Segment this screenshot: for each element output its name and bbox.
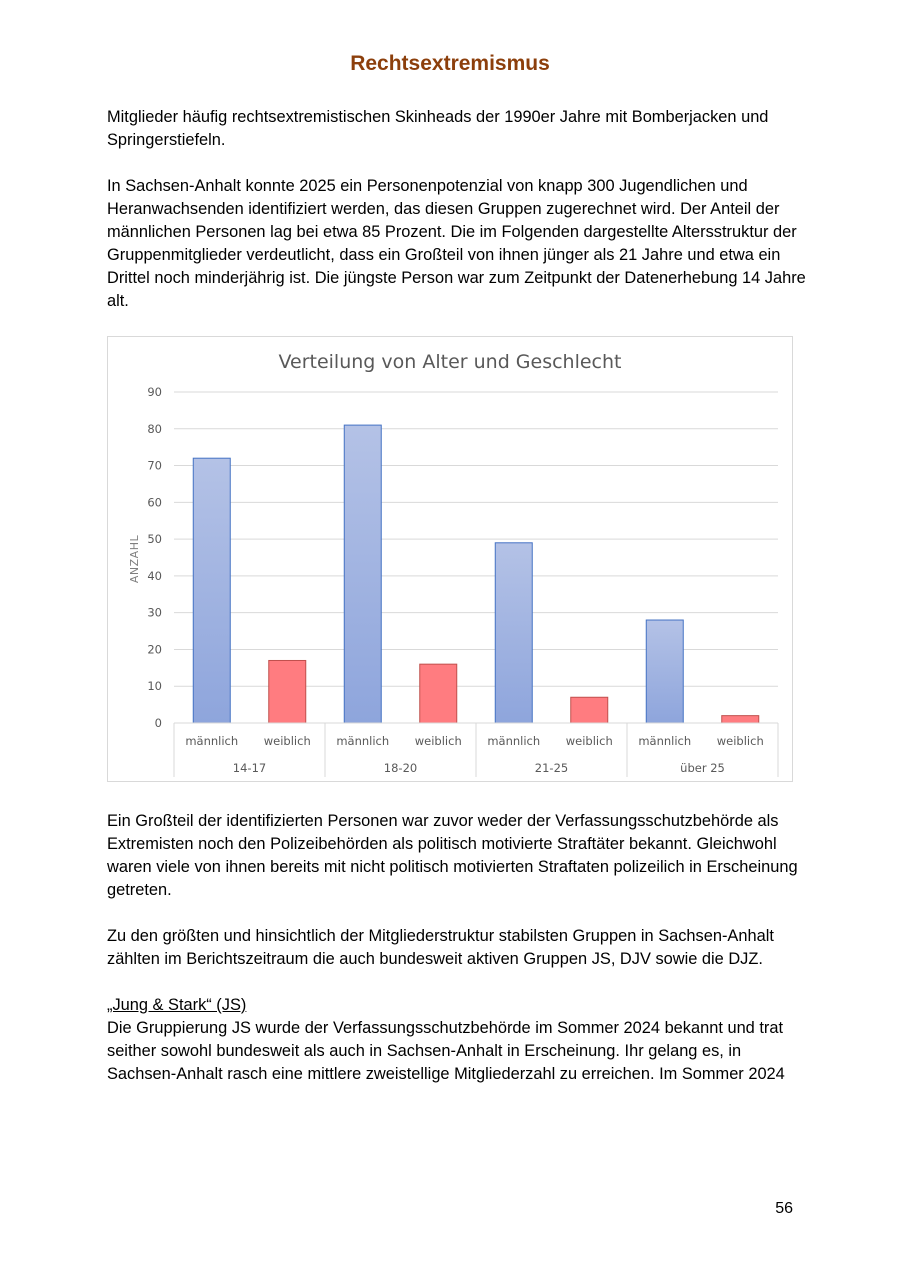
bar-21-25-weiblich bbox=[571, 697, 608, 723]
bar-18-20-weiblich bbox=[420, 664, 457, 723]
paragraph-js: Die Gruppierung JS wurde der Verfassungsschutzbehörde im Sommer 2024 bekannt und trat seither sowohl bundesweit als auch in Sachsen-Anhalt in Erscheinung. Ihr gelang es, in Sachsen-Anhalt rasch eine mittlere zweistellige Mitgliederzahl zu erreichen. Im Sommer 2024 bbox=[107, 1019, 785, 1083]
x-category-label: männlich bbox=[638, 734, 692, 748]
y-tick-label: 60 bbox=[147, 495, 162, 510]
x-category-label: männlich bbox=[185, 734, 239, 748]
y-axis-ticks bbox=[147, 385, 162, 730]
x-category-label: weiblich bbox=[716, 734, 764, 748]
page-number: 56 bbox=[775, 1200, 793, 1217]
y-tick-label: 40 bbox=[147, 568, 162, 583]
page-title: Rechtsextremismus bbox=[350, 52, 550, 75]
paragraph-skinheads: Mitglieder häufig rechtsextremistischen Skinheads der 1990er Jahre mit Bomberjacken und Springerstiefeln. bbox=[107, 108, 769, 149]
x-group-label: 14-17 bbox=[232, 761, 267, 775]
bar-14-17-weiblich bbox=[269, 660, 306, 723]
x-axis-labels bbox=[174, 723, 778, 777]
section-subheading-js: „Jung & Stark“ (JS) bbox=[107, 996, 247, 1014]
age-gender-chart bbox=[107, 336, 793, 782]
y-tick-label: 90 bbox=[147, 385, 162, 399]
y-tick-label: 80 bbox=[147, 421, 162, 436]
chart-canvas bbox=[108, 337, 792, 781]
y-tick-label: 50 bbox=[147, 532, 162, 547]
paragraph-gruppen: Zu den größten und hinsichtlich der Mitgliederstruktur stabilsten Gruppen in Sachsen-Anhalt zählten im Berichtszeitraum die auch bundesweit aktiven Gruppen JS, DJV sowie die DJZ. bbox=[107, 927, 774, 968]
bar-14-17-männlich bbox=[193, 458, 230, 723]
y-tick-label: 10 bbox=[147, 679, 162, 694]
chart-bars bbox=[193, 425, 759, 723]
y-tick-label: 70 bbox=[147, 458, 162, 473]
paragraph-personenpotenzial: In Sachsen-Anhalt konnte 2025 ein Personenpotenzial von knapp 300 Jugendlichen und Heranwachsenden identifiziert werden, das diesen Gruppen zugerechnet wird. Der Anteil der männlichen Personen lag bei etwa 85 Prozent. Die im Folgenden dargestellte Altersstruktur der Gruppenmitglieder verdeutlicht, dass ein Großteil von ihnen jünger als 21 Jahre und etwa ein Drittel noch minderjährig ist. Die jüngste Person war zum Zeitpunkt der Datenerhebung 14 Jahre alt. bbox=[107, 177, 806, 310]
bar-über-25-weiblich bbox=[722, 716, 759, 723]
bar-über-25-männlich bbox=[646, 620, 683, 723]
y-tick-label: 0 bbox=[154, 716, 162, 730]
x-group-label: über 25 bbox=[680, 761, 725, 775]
x-category-label: weiblich bbox=[263, 734, 311, 748]
paragraph-grossteil: Ein Großteil der identifizierten Personen war zuvor weder der Verfassungsschutzbehörde als Extremisten noch den Polizeibehörden als politisch motivierte Straftäter bekannt. Gleichwohl waren viele von ihnen bereits mit nicht politisch motivierten Straftaten polizeilich in Erscheinung getreten. bbox=[107, 812, 798, 899]
x-category-label: männlich bbox=[336, 734, 390, 748]
chart-gridlines bbox=[174, 392, 778, 723]
x-group-label: 21-25 bbox=[534, 761, 569, 775]
bar-18-20-männlich bbox=[344, 425, 381, 723]
x-group-label: 18-20 bbox=[383, 761, 418, 775]
chart-title: Verteilung von Alter und Geschlecht bbox=[278, 351, 622, 373]
x-category-label: männlich bbox=[487, 734, 541, 748]
y-tick-label: 20 bbox=[147, 642, 162, 657]
y-tick-label: 30 bbox=[147, 605, 162, 620]
x-category-label: weiblich bbox=[414, 734, 462, 748]
bar-21-25-männlich bbox=[495, 543, 532, 723]
y-axis-label: ANZAHL bbox=[128, 534, 141, 584]
x-category-label: weiblich bbox=[565, 734, 613, 748]
